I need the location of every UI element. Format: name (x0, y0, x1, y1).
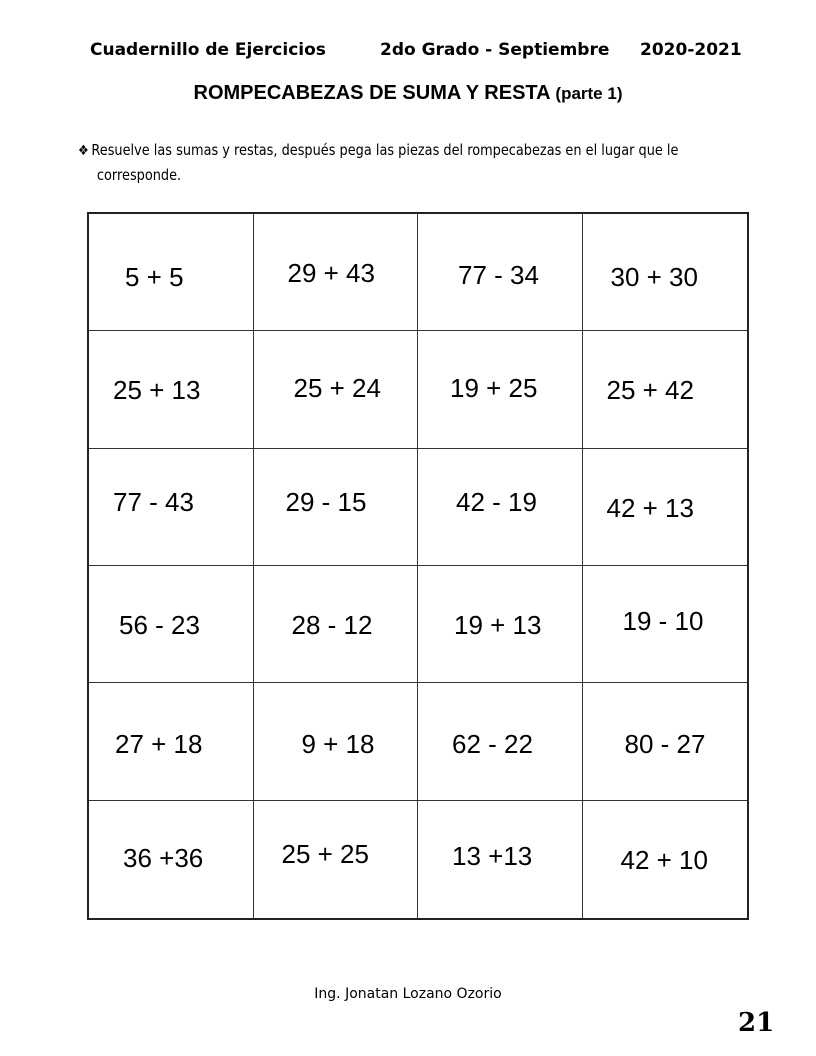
puzzle-operation: 25 + 25 (281, 838, 369, 869)
puzzle-cell (254, 214, 419, 331)
diamond-bullet-icon: ❖ (78, 143, 89, 159)
instruction-line-1: Resuelve las sumas y restas, después pega las piezas del rompecabezas en el lugar que le (91, 141, 679, 159)
puzzle-cell (254, 331, 419, 448)
title-main: ROMPECABEZAS DE SUMA Y RESTA (193, 82, 550, 104)
page-number: 21 (738, 1008, 775, 1038)
puzzle-cell (89, 214, 254, 331)
puzzle-cell (418, 566, 583, 683)
puzzle-operation: 19 - 10 (622, 606, 704, 636)
puzzle-operation: 29 + 43 (287, 258, 375, 288)
puzzle-cell (583, 801, 748, 918)
puzzle-operation: 80 - 27 (624, 729, 706, 760)
puzzle-cell (89, 683, 254, 800)
puzzle-operation: 25 + 13 (113, 375, 201, 406)
puzzle-cell (254, 449, 419, 566)
instruction (78, 138, 766, 187)
puzzle-cell (418, 331, 583, 448)
puzzle-operation: 5 + 5 (125, 262, 184, 292)
puzzle-operation: 13 +13 (452, 840, 533, 871)
puzzle-operation: 19 + 13 (454, 610, 542, 640)
puzzle-operation: 25 + 24 (293, 373, 381, 404)
puzzle-operation: 27 + 18 (115, 729, 203, 760)
title-sub: (parte 1) (555, 84, 623, 103)
page-title (0, 82, 816, 105)
puzzle-grid (87, 212, 749, 920)
puzzle-cell (583, 214, 748, 331)
puzzle-operation: 9 + 18 (301, 729, 375, 760)
puzzle-operation: 77 - 43 (113, 486, 194, 517)
puzzle-operation: 42 + 13 (606, 492, 694, 523)
instruction-line-2: corresponde. (96, 166, 182, 184)
puzzle-cell (418, 214, 583, 331)
puzzle-cell (89, 801, 254, 918)
puzzle-operation: 19 + 25 (450, 373, 538, 404)
puzzle-cell (583, 331, 748, 448)
puzzle-operation: 56 - 23 (119, 610, 200, 640)
puzzle-cell (583, 566, 748, 683)
puzzle-cell (254, 801, 419, 918)
puzzle-cell (418, 801, 583, 918)
puzzle-operation: 29 - 15 (285, 486, 367, 517)
puzzle-operation: 25 + 42 (606, 375, 694, 406)
puzzle-cell (89, 449, 254, 566)
page-header (90, 40, 750, 68)
puzzle-operation: 62 - 22 (452, 729, 533, 760)
puzzle-cell (254, 566, 419, 683)
puzzle-operation: 36 +36 (123, 842, 204, 873)
header-workbook-title: Cuadernillo de Ejercicios (90, 40, 326, 60)
footer-author: Ing. Jonatan Lozano Ozorio (314, 986, 502, 1002)
puzzle-cell (583, 683, 748, 800)
puzzle-cell (254, 683, 419, 800)
puzzle-operation: 30 + 30 (610, 262, 698, 292)
header-school-year: 2020-2021 (640, 40, 742, 60)
puzzle-cell (418, 449, 583, 566)
puzzle-operation: 42 + 10 (620, 844, 708, 875)
puzzle-cell (418, 683, 583, 800)
puzzle-operation: 77 - 34 (458, 260, 539, 290)
puzzle-cell (583, 449, 748, 566)
puzzle-cell (89, 331, 254, 448)
puzzle-operation: 42 - 19 (456, 486, 537, 517)
puzzle-cell (89, 566, 254, 683)
puzzle-operation: 28 - 12 (291, 610, 373, 640)
header-grade-month: 2do Grado - Septiembre (380, 40, 610, 60)
